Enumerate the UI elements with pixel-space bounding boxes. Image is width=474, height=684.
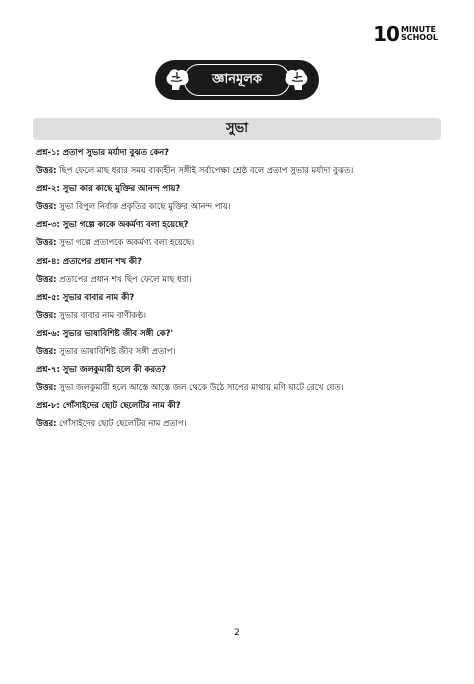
question-3: প্রশ্ন-৩: সুভা গল্পে কাকে অকর্মণ্য বলা হয়েছে? <box>36 219 189 230</box>
brain-icon <box>162 65 192 95</box>
answer-7: উত্তর: সুভা জলকুমারী হলে আস্তে আস্তে জল থেকে উঠে সাপের মাথায় মণি ঘাটে রেখে যেত। <box>36 382 344 393</box>
section-heading: সুভা <box>33 118 441 140</box>
logo-word-school: SCHOOL <box>400 33 438 42</box>
answer-1: উত্তর: ছিপ ফেলে মাছ ধরার সময় বাক্যহীন সঙ্গীই সর্বাপেক্ষা শ্রেষ্ঠ বলে প্রতাপ সুভার মর্যাদা বুঝত। <box>36 165 354 176</box>
question-5: প্রশ্ন-৫: সুভার বাবার নাম কী? <box>36 291 135 302</box>
section-banner <box>155 60 319 100</box>
question-1: প্রশ্ন-১: প্রতাপ সুভার মর্যাদা বুঝত কেন? <box>36 147 169 157</box>
brain-icon <box>282 65 312 95</box>
question-2: প্রশ্ন-২: সুভা কার কাছে মুক্তির আনন্দ পায়? <box>36 183 181 194</box>
logo-wordmark <box>401 26 438 42</box>
question-4: প্রশ্ন-৪: প্রতাপের প্রধান শখ কী? <box>36 255 143 266</box>
logo-word-minute: MINUTE <box>400 25 437 34</box>
answer-5: উত্তর: সুভার বাবার নাম বাণীকণ্ঠ। <box>36 309 147 320</box>
answer-2: উত্তর: সুভা বিপুল নির্বাক প্রকৃতির কাছে মুক্তির আনন্দ পায়। <box>36 201 231 212</box>
page-number: 2 <box>234 628 240 638</box>
answer-3: উত্তর: সুভা গল্পে প্রতাপকে অকর্মণ্য বলা হয়েছে। <box>36 237 195 248</box>
question-7: প্রশ্ন-৭: সুভা জলকুমারী হলে কী করত? <box>36 364 167 375</box>
qa-list <box>36 143 446 433</box>
answer-4: উত্তর: প্রতাপের প্রধান শখ ছিপ ফেলে মাছ ধরা। <box>36 273 192 284</box>
question-8: প্রশ্ন-৮: গোঁসাইদের ছোট ছেলেটির নাম কী? <box>36 400 181 411</box>
answer-8: উত্তর: গোঁসাইদের ছোট ছেলেটির নাম প্রতাপ। <box>36 418 187 429</box>
logo-number: 10 <box>373 22 399 46</box>
question-6: প্রশ্ন-৬: সুভার ভাষাবিশিষ্ট জীব সঙ্গী কে?' <box>36 327 174 338</box>
banner-title: জ্ঞানমূলক <box>184 64 290 96</box>
brand-logo <box>373 24 438 44</box>
answer-6: উত্তর: সুভার ভাষাবিশিষ্ট জীব সঙ্গী প্রতাপ। <box>36 346 176 357</box>
